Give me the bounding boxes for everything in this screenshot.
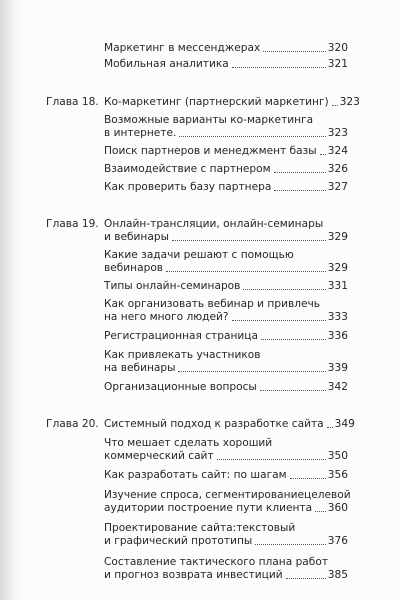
- section-page: 327: [327, 181, 348, 193]
- dot-leader: [166, 271, 326, 272]
- section-page: 350: [327, 450, 348, 462]
- section-title: вебинаров: [104, 262, 164, 274]
- dot-leader: [274, 172, 326, 173]
- chapter-title: Ко-маркетинг (партнерский маркетинг): [104, 96, 329, 108]
- section-entry: [104, 145, 348, 158]
- section-title: Организационные вопросы: [104, 381, 257, 393]
- section-page: 331: [327, 280, 348, 292]
- dot-leader: [263, 51, 325, 52]
- section-page: 329: [327, 262, 348, 274]
- section-title-line: Возможные варианты ко-маркетинга: [104, 114, 314, 126]
- section-title: и графический прототипы: [104, 535, 253, 547]
- section-title: коммерческий сайт: [104, 450, 214, 462]
- dot-leader: [286, 578, 326, 579]
- chapter-title: и вебинары: [104, 231, 169, 243]
- toc-entry: [104, 58, 348, 71]
- chapter-label: Глава 18.: [46, 96, 99, 108]
- chapter-page: 329: [327, 231, 348, 243]
- section-title: Как разработать сайт: по шагам: [104, 469, 287, 481]
- section-title-line: Проектирование сайта:текстовый: [104, 522, 296, 534]
- chapter-label: Глава 19.: [46, 218, 99, 230]
- dot-leader: [178, 371, 325, 372]
- section-title: Как проверить базу партнера: [104, 181, 272, 193]
- dot-leader: [320, 154, 326, 155]
- section-title: Взаимодействие с партнером: [104, 163, 271, 175]
- dot-leader: [243, 289, 325, 290]
- section-page: 339: [327, 362, 348, 374]
- dot-leader: [217, 459, 326, 460]
- toc-entry-page: 320: [327, 42, 348, 54]
- chapter-page: 323: [339, 96, 360, 108]
- section-title: Типы онлайн-семинаров: [104, 280, 241, 292]
- toc-entry-title: Мобильная аналитика: [104, 58, 229, 70]
- section-entry: [104, 469, 348, 482]
- section-title: на вебинары: [104, 362, 176, 374]
- dot-leader: [172, 240, 326, 241]
- toc-entry: [104, 42, 348, 55]
- section-entry: [104, 280, 348, 293]
- chapter-heading: [104, 418, 355, 431]
- section-title-line: Составление тактического плана работ: [104, 556, 328, 568]
- dot-leader: [261, 339, 326, 340]
- section-entry: [104, 262, 348, 275]
- section-entry: [104, 450, 348, 463]
- section-title: и прогноз возврата инвестиций: [104, 569, 283, 581]
- dot-leader: [315, 511, 326, 512]
- dot-leader: [290, 478, 326, 479]
- section-page: 376: [327, 535, 348, 547]
- section-entry: [104, 535, 348, 548]
- section-title: аудитории построение пути клиента: [104, 502, 313, 514]
- dot-leader: [179, 136, 325, 137]
- chapter-page: 349: [334, 418, 355, 430]
- dot-leader: [232, 67, 326, 68]
- section-page: 342: [327, 381, 348, 393]
- section-page: 323: [327, 127, 348, 139]
- section-title: Поиск партнеров и менеджмент базы: [104, 145, 317, 157]
- section-page: 324: [327, 145, 348, 157]
- chapter-title: Системный подход к разработке сайта: [104, 418, 324, 430]
- section-entry: [104, 311, 348, 324]
- chapter-heading: [104, 231, 348, 244]
- section-entry: [104, 569, 348, 582]
- section-title: на него много людей?: [104, 311, 229, 323]
- section-page: 333: [327, 311, 348, 323]
- section-title-line: Как организовать вебинар и привлечь: [104, 298, 320, 310]
- chapter-heading: [104, 96, 360, 109]
- section-title: Регистрационная страница: [104, 330, 258, 342]
- section-entry: [104, 362, 348, 375]
- section-page: 326: [327, 163, 348, 175]
- section-title-line: Изучение спроса, сегментированиецелевой: [104, 489, 351, 501]
- dot-leader: [260, 390, 326, 391]
- section-title-line: Какие задачи решают с помощью: [104, 249, 294, 261]
- section-entry: [104, 381, 348, 394]
- section-page: 385: [327, 569, 348, 581]
- dot-leader: [232, 320, 326, 321]
- dot-leader: [327, 427, 333, 428]
- section-title-line: Что мешает сделать хороший: [104, 437, 273, 449]
- section-entry: [104, 181, 348, 194]
- section-title-line: Как привлекать участников: [104, 349, 261, 361]
- dot-leader: [332, 105, 338, 106]
- section-entry: [104, 127, 348, 140]
- dot-leader: [274, 190, 325, 191]
- section-title: в интернете.: [104, 127, 177, 139]
- chapter-title-line: Онлайн-трансляции, онлайн-семинары: [104, 218, 324, 230]
- toc-entry-title: Маркетинг в мессенджерах: [104, 42, 261, 54]
- dot-leader: [255, 544, 326, 545]
- chapter-label: Глава 20.: [46, 418, 99, 430]
- section-entry: [104, 163, 348, 176]
- section-page: 336: [327, 330, 348, 342]
- section-entry: [104, 502, 348, 515]
- toc-entry-page: 321: [327, 58, 348, 70]
- section-page: 356: [327, 469, 348, 481]
- section-page: 360: [327, 502, 348, 514]
- section-entry: [104, 330, 348, 343]
